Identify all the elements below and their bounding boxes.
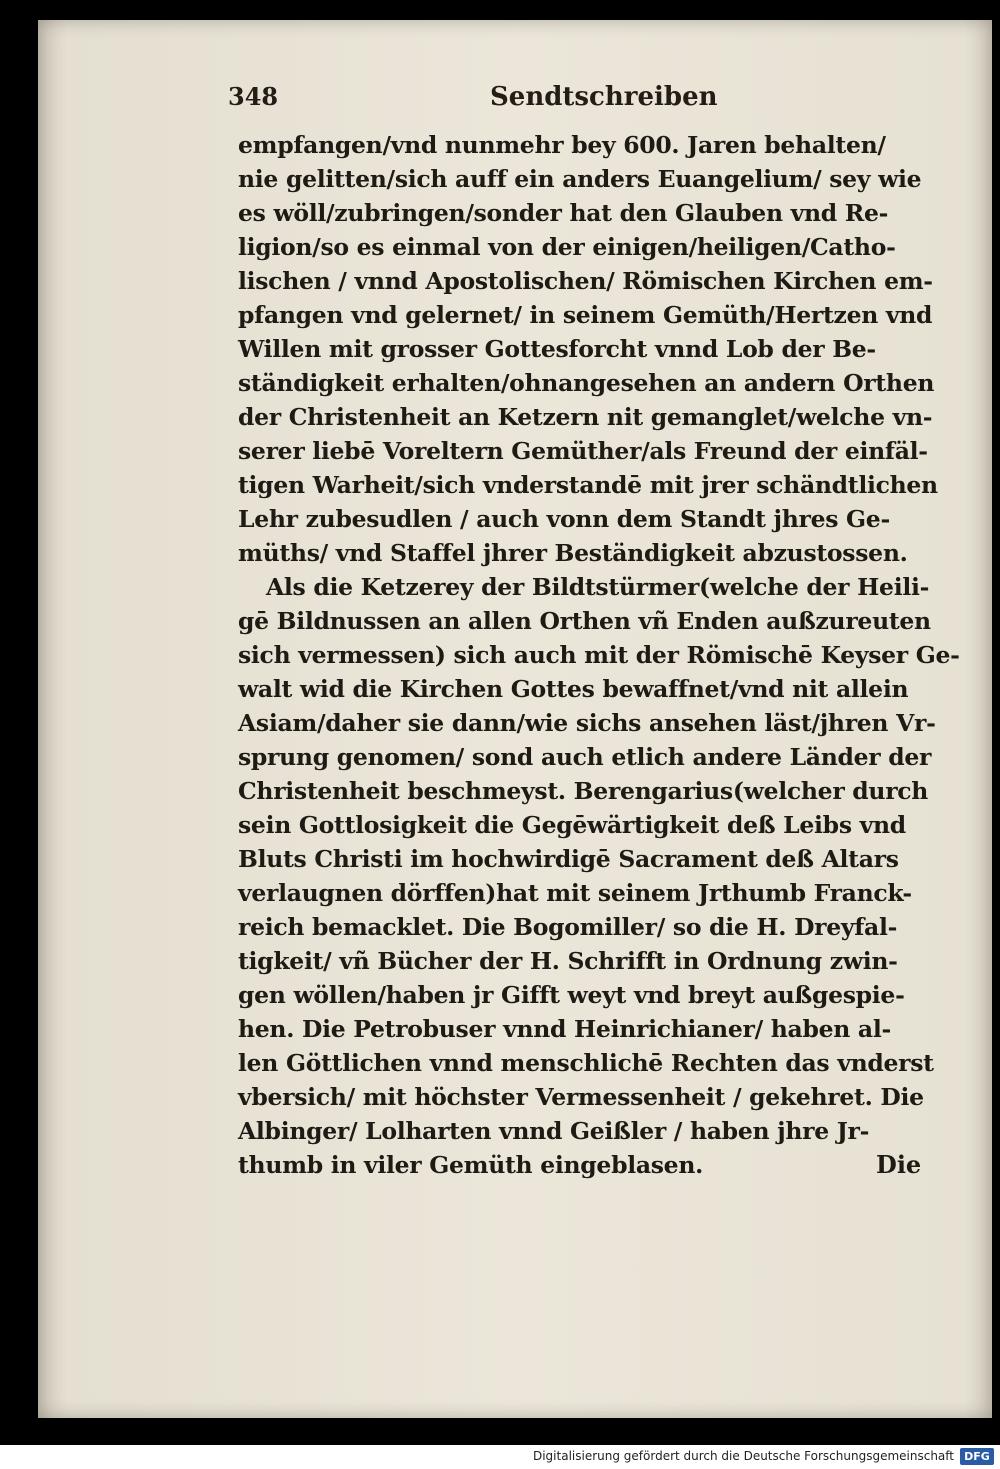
text-line: lischen / vnnd Apostolischen/ Römischen Kirchen em-: [238, 267, 933, 295]
text-line: sein Gottlosigkeit die Gegēwärtigkeit deß Leibs vnd: [238, 811, 906, 839]
text-line: sprung genomen/ sond auch etlich andere Länder der: [238, 743, 932, 771]
dfg-logo: DFG: [960, 1448, 994, 1465]
catchword: Die: [876, 1150, 922, 1179]
text-line: walt wid die Kirchen Gottes bewaffnet/vnd nit allein: [238, 675, 909, 703]
text-line: reich bemacklet. Die Bogomiller/ so die H. Dreyfal-: [238, 913, 898, 941]
text-line: ständigkeit erhalten/ohnangesehen an andern Orthen: [238, 369, 935, 397]
funding-credit: Digitalisierung gefördert durch die Deutsche Forschungsgemeinschaft: [532, 1449, 954, 1463]
text-line: verlaugnen dörffen)hat mit seinem Jrthumb Franck-: [238, 879, 912, 907]
text-line: Asiam/daher sie dann/wie sichs ansehen läst/jhren Vr-: [238, 709, 936, 737]
text-line: thumb in viler Gemüth eingeblasen.: [238, 1151, 703, 1179]
text-line: Lehr zubesudlen / auch vonn dem Standt jhres Ge-: [238, 505, 890, 533]
text-line: der Christenheit an Ketzern nit gemanglet/welche vn-: [238, 403, 933, 431]
text-line: len Göttlichen vnnd menschlichē Rechten das vnderst: [238, 1049, 934, 1077]
text-line: Christenheit beschmeyst. Berengarius(welcher durch: [238, 777, 929, 805]
body-text: [238, 128, 960, 1182]
text-line-paragraph-start: Als die Ketzerey der Bildtstürmer(welche der Heili-: [266, 573, 930, 601]
text-line: Albinger/ Lolharten vnnd Geißler / haben jhre Jr-: [238, 1117, 870, 1145]
running-head: Sendtschreiben: [490, 82, 718, 112]
text-line: vbersich/ mit höchster Vermessenheit / gekehret. Die: [238, 1083, 924, 1111]
text-line: tigkeit/ vñ Bücher der H. Schrifft in Ordnung zwin-: [238, 947, 898, 975]
text-line: tigen Warheit/sich vnderstandē mit jrer schändtlichen: [238, 471, 938, 499]
text-line: pfangen vnd gelernet/ in seinem Gemüth/Hertzen vnd: [238, 301, 933, 329]
text-line: nie gelitten/sich auff ein anders Euangelium/ sey wie: [238, 165, 922, 193]
text-line: ligion/so es einmal von der einigen/heiligen/Catho-: [238, 233, 896, 261]
text-line: Willen mit grosser Gottesforcht vnnd Lob der Be-: [238, 335, 876, 363]
text-line: serer liebē Voreltern Gemüther/als Freund der einfäl-: [238, 437, 928, 465]
text-line: gē Bildnussen an allen Orthen vñ Enden außzureuten: [238, 607, 931, 635]
text-line: es wöll/zubringen/sonder hat den Glauben vnd Re-: [238, 199, 889, 227]
page-number: 348: [228, 82, 279, 111]
footer-bar: [0, 1445, 1000, 1469]
text-line: gen wöllen/haben jr Gifft weyt vnd breyt außgespie-: [238, 981, 905, 1009]
text-line: müths/ vnd Staffel jhrer Beständigkeit abzustossen.: [238, 539, 908, 567]
text-line: sich vermessen) sich auch mit der Römischē Keyser Ge-: [238, 641, 960, 669]
text-line: Bluts Christi im hochwirdigē Sacrament deß Altars: [238, 845, 899, 873]
text-line: empfangen/vnd nunmehr bey 600. Jaren behalten/: [238, 131, 886, 159]
text-line: hen. Die Petrobuser vnnd Heinrichianer/ haben al-: [238, 1015, 891, 1043]
